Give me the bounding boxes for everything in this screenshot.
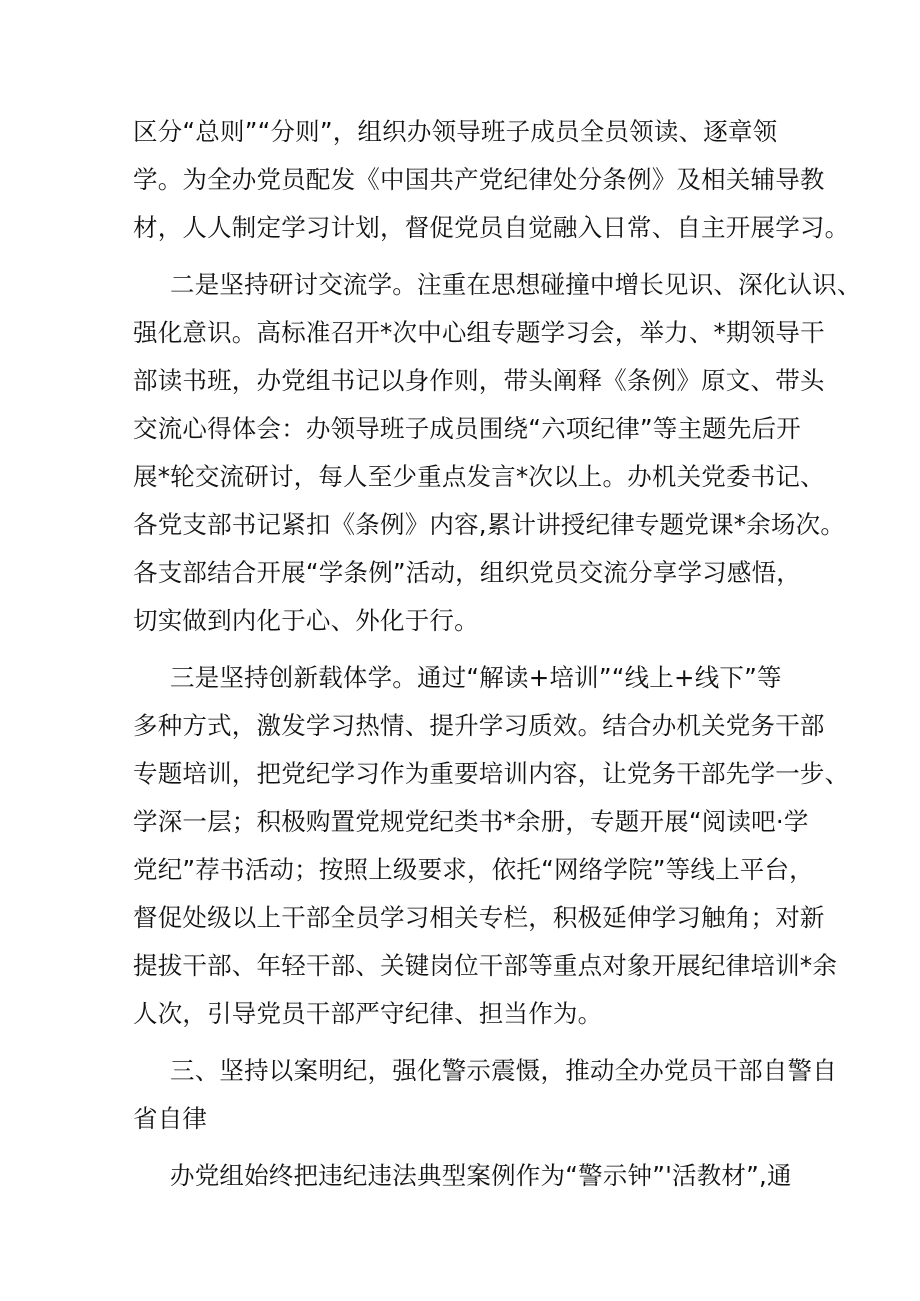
text-line: 部读书班，办党组书记以身作则，带头阐释《条例》原文、带头 [133, 366, 825, 395]
text-line: 各支部结合开展“学条例”活动，组织党员交流分享学习感悟， [133, 558, 801, 587]
text-line: 材，人人制定学习计划，督促党员自觉融入日常、自主开展学习。 [133, 213, 850, 242]
paragraph-start-line: 二是坚持研讨交流学。注重在思想碰撞中增长见识、深化认识、 [170, 270, 862, 299]
text-line: 党纪”荐书活动；按照上级要求，依托“网络学院”等线上平台， [133, 855, 814, 884]
text-line: 学。为全办党员配发《中国共产党纪律处分条例》及相关辅导教 [133, 165, 825, 194]
section-heading-line: 三、坚持以案明纪，强化警示震慑，推动全办党员干部自警自 [170, 1056, 837, 1085]
text-line: 督促处级以上干部全员学习相关专栏，积极延伸学习触角；对新 [133, 903, 825, 932]
text-line: 人次，引导党员干部严守纪律、担当作为。 [133, 999, 603, 1028]
text-line: 区分“总则”“分则”，组织办领导班子成员全员领读、逐章领 [133, 117, 778, 146]
text-line: 各党支部书记紧扣《条例》内容,累计讲授纪律专题党课*余场次。 [133, 510, 846, 539]
text-line: 强化意识。高标准召开*次中心组专题学习会，举力、*期领导干 [133, 318, 825, 347]
text-line: 提拔干部、年轻干部、关键岗位干部等重点对象开展纪律培训*余 [133, 951, 838, 980]
text-line: 多种方式，激发学习热情、提升学习质效。结合办机关党务干部 [133, 711, 825, 740]
paragraph-start-line: 办党组始终把违纪违法典型案例作为“警示钟”'活教材”,通 [170, 1161, 792, 1190]
text-line: 专题培训，把党纪学习作为重要培训内容，让党务干部先学一步、 [133, 759, 850, 788]
text-line: 切实做到内化于心、外化于行。 [133, 606, 479, 635]
text-line: 展*轮交流研讨，每人至少重点发言*次以上。办机关党委书记、 [133, 462, 825, 491]
text-line: 学深一层；积极购置党规党纪类书*余册，专题开展“阅读吧·学 [133, 807, 809, 836]
paragraph-start-line: 三是坚持创新载体学。通过“解读+培训”“线上+线下”等 [170, 663, 782, 692]
text-line: 交流心得体会：办领导班子成员围绕“六项纪律”等主题先后开 [133, 414, 801, 443]
section-heading-line: 省自律 [133, 1104, 208, 1133]
